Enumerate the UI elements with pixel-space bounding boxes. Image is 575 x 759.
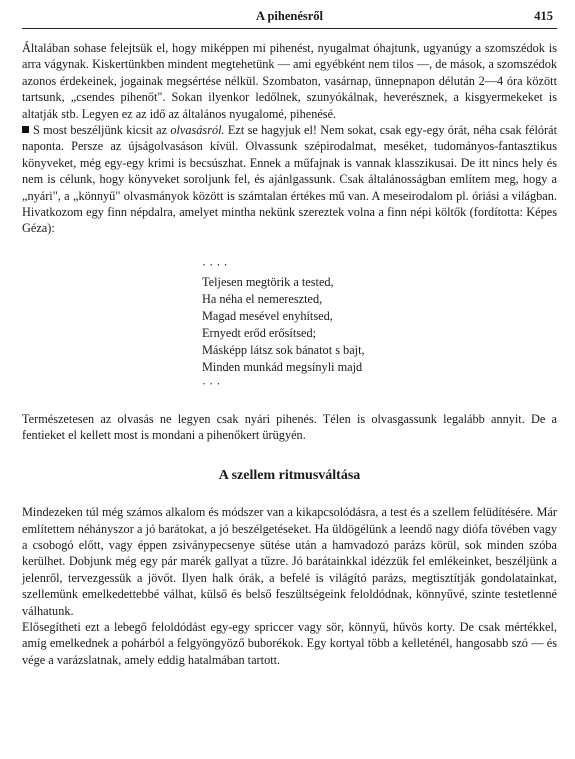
square-bullet-icon xyxy=(22,126,29,133)
running-header-title: A pihenésről xyxy=(255,9,324,23)
poem-line: Magad mesével enyhítsed, xyxy=(202,308,333,323)
running-header xyxy=(22,6,557,29)
poem-line: Ha néha el nemereszted, xyxy=(202,291,323,306)
section-paragraph: Elősegítheti ezt a lebegő feloldódást egy-egy spriccer vagy sör, könnyű, hűvös korty. De csak mértékkel, amíg emelkednek a pohárból a felgyöngyöző buborékok. Egy kortyal több a kelleténél, hangosabb szó — és vége a varázslatnak, amely eddig hatalmában tartott. xyxy=(22,619,557,667)
poem-line: Ernyedt erőd erősítsed; xyxy=(202,325,317,340)
poem-line: Másképp látsz sok bánatot s bajt, xyxy=(202,342,365,357)
poem-line: · · · · xyxy=(202,257,228,272)
section-paragraph: Mindezeken túl még számos alkalom és módszer van a kikapcsolódásra, a test és a szellem felüdítésére. Már említettem néhányszor a jó barátokat, a jó beszélgetéseket. Ha üldögélünk a leendő nagy diófa tövében vagy a csobogó előtt, vagy éppen zsiványpecsenye sütése után a hamvadozó parázs körül, sok minden szóba kerülhet. Dobjunk még egy pár marék gallyat a tűzre. Jó barátainkkal idézzük fel emlékeinket, beszéljünk a jelenről, tervezgessük a jövőt. Ilyen halk órák, a befelé is világító parázs, megtisztítják gondolatainkat, szellemünk emelkedettebbé válhat, külső és belső feszültségeink feloldódnak, könnyűvé, szinte testetlenné válhatunk. xyxy=(22,505,557,618)
poem-line: · · · xyxy=(202,376,221,391)
reading-italic: olvasásról. xyxy=(170,123,225,138)
reading-rest: Ezt se hagyjuk el! Nem sokat, csak egy-egy órát, néha csak félórát naponta. Persze az újságolvasáson kívül. Olvassunk szépirodalmat, meséket, tudományos-fantasztikus könyveket, még egy-egy krimi is becsúszhat. Ennek a műfajnak is vannak klasszikusai. De itt nincs hely és nem is célunk, hogy könyveket soroljunk fel, és ajánlgassunk. Csak általánosságban említem meg, hogy a „nyári", a „könnyű" olvasmányok között is számtalan értékes mű van. A meseirodalom pl. óriási a világban. Hivatkozom egy finn népdalra, amelyet mintha nekünk szereztek volna a finn népi költők (fordította: Képes Géza): xyxy=(22,123,557,236)
poem xyxy=(202,257,557,393)
poem-line: Teljesen megtörik a tested, xyxy=(202,274,334,289)
page-number: 415 xyxy=(534,9,553,23)
section-heading: A szellem ritmusváltása xyxy=(218,467,361,483)
body-text xyxy=(22,40,557,668)
paragraph-quiet-time: Általában sohase felejtsük el, hogy miképpen mi pihenést, nyugalmat óhajtunk, ugyanúgy a szomszédok is arra vágynak. Kiskertünkben mindent megtehetünk — ami egyébként nem tilos —, de mások, a szomszédok azonos érdekeinek, jogainak megsértése nélkül. Szombaton, vasárnap, ünnepnapon délután 2—4 óra között tartsunk, „csendes pihenőt". Sokan ilyenkor ledőlnek, szunyókálnak, heverésznek, a kisgyermekeket is altatják stb. Legyen ez az idő az általános nyugalomé, pihenésé. xyxy=(22,41,557,121)
reading-lead: S most beszéljünk kicsit az xyxy=(33,123,171,138)
paragraph-reading xyxy=(22,122,557,237)
poem-line: Minden munkád megsínyli majd xyxy=(202,359,363,374)
paragraph-after-poem: Természetesen az olvasás ne legyen csak nyári pihenés. Télen is olvasgassunk legalább annyit. De a fentieket el kellett most is mondani a pihenőkert ürügyén. xyxy=(22,411,557,443)
